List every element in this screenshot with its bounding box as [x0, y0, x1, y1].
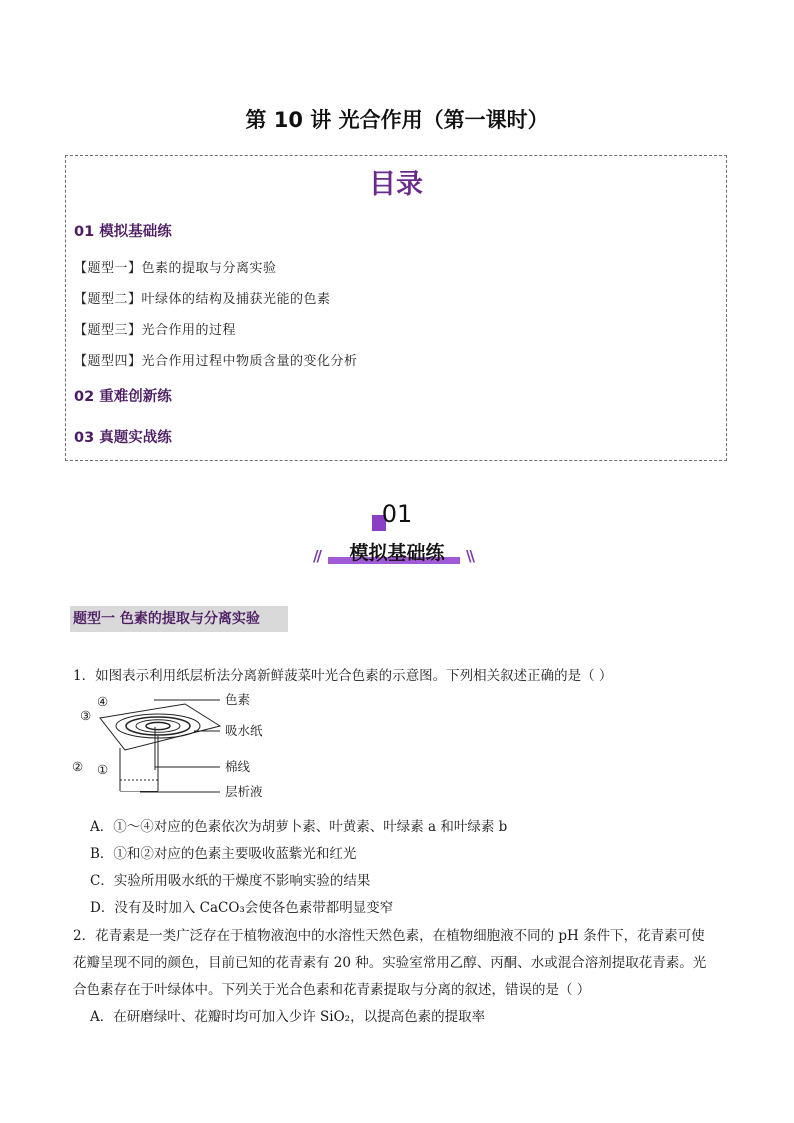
question-1-option-a: A．①～④对应的色素依次为胡萝卜素、叶黄素、叶绿素 a 和叶绿素 b [90, 819, 508, 835]
label-pigment: 色素 [225, 692, 251, 707]
question-1-option-d: D．没有及时加入 CaCO₃会使各色素带都明显变窄 [90, 900, 394, 916]
label-chromatography-solvent: 层析液 [225, 784, 263, 799]
right-slash-decoration: \\ [466, 547, 473, 565]
question-2-line-1: 2．花青素是一类广泛存在于植物液泡中的水溶性天然色素，在植物细胞液不同的 pH 条件下，花青素可使 [73, 928, 705, 944]
question-2-line-2: 花瓣呈现不同的颜色，目前已知的花青素有 20 种。实验室常用乙醇、丙酮、水或混合溶剂提取花青素。光 [73, 955, 707, 971]
marker-3: ③ [80, 708, 92, 723]
question-2-line-3: 合色素存在于叶绿体中。下列关于光合色素和花青素提取与分离的叙述，错误的是（ ） [73, 982, 591, 998]
toc-item-type-2[interactable]: 【题型二】叶绿体的结构及捕获光能的色素 [74, 292, 331, 307]
solvent-liquid [121, 780, 158, 791]
toc-item-type-1[interactable]: 【题型一】色素的提取与分离实验 [74, 261, 277, 276]
question-1-stem: 1．如图表示利用纸层析法分离新鲜菠菜叶光合色素的示意图。下列相关叙述正确的是（ ） [73, 668, 613, 684]
marker-2: ② [72, 759, 84, 774]
marker-1: ① [97, 762, 109, 777]
chromatography-diagram [70, 688, 300, 806]
toc-heading: 目录 [369, 169, 423, 200]
section-number: 01 [381, 500, 413, 528]
section-title: 模拟基础练 [349, 542, 445, 564]
marker-4: ④ [97, 694, 109, 709]
toc-item-type-3[interactable]: 【题型三】光合作用的过程 [74, 323, 237, 338]
filter-paper-shape [100, 704, 220, 750]
label-absorbent-paper: 吸水纸 [225, 723, 263, 738]
toc-section-03[interactable]: 03 真题实战练 [74, 430, 172, 446]
question-1-option-c: C．实验所用吸水纸的干燥度不影响实验的结果 [90, 873, 371, 889]
toc-item-type-4[interactable]: 【题型四】光合作用过程中物质含量的变化分析 [74, 354, 358, 369]
left-slash-decoration: // [313, 547, 320, 565]
toc-section-02[interactable]: 02 重难创新练 [74, 389, 172, 405]
table-of-contents [65, 155, 727, 461]
question-type-tag: 题型一 色素的提取与分离实验 [70, 606, 288, 632]
label-cotton-thread: 棉线 [225, 759, 251, 774]
document-title: 第 10 讲 光合作用（第一课时） [245, 108, 549, 132]
toc-section-01[interactable]: 01 模拟基础练 [74, 224, 172, 240]
question-1-option-b: B．①和②对应的色素主要吸收蓝紫光和红光 [90, 846, 357, 862]
question-2-option-a: A．在研磨绿叶、花瓣时均可加入少许 SiO₂，以提高色素的提取率 [90, 1009, 486, 1025]
